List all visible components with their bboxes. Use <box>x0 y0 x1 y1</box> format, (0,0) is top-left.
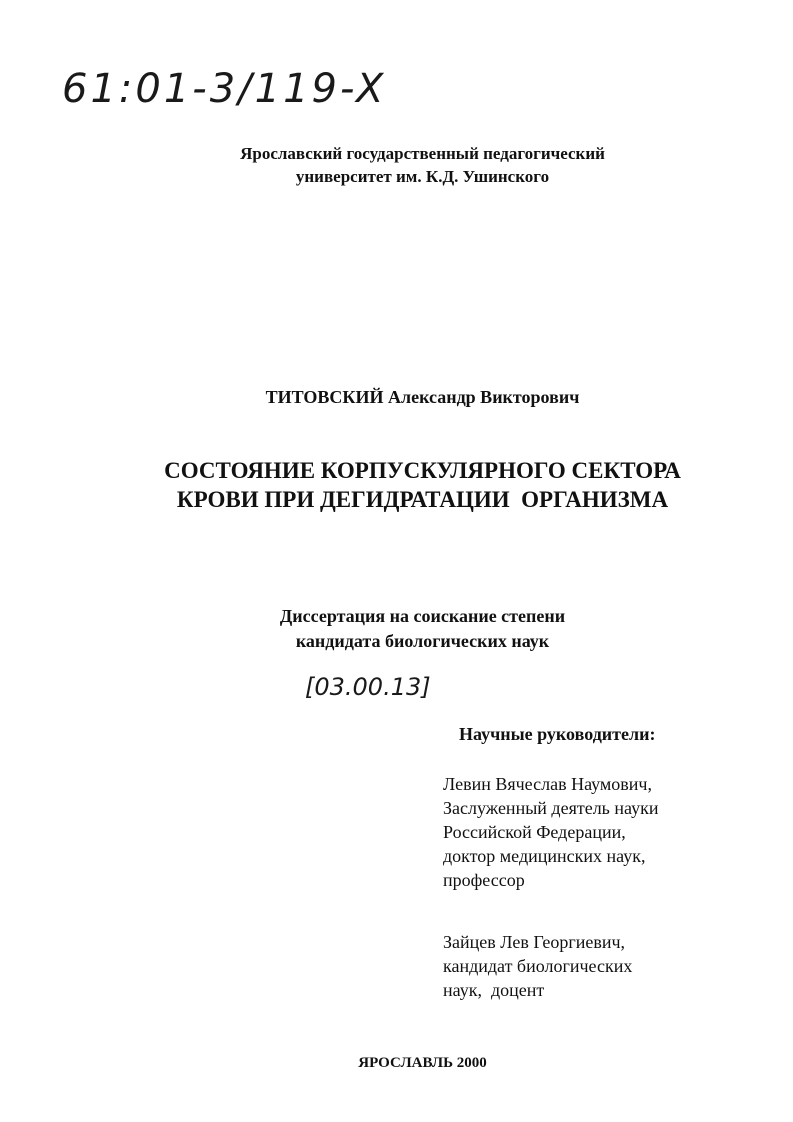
supervisor-line: наук, доцент <box>443 980 545 1000</box>
supervisor-line: доктор медицинских наук, <box>443 846 646 866</box>
supervisor-line: профессор <box>443 870 525 890</box>
degree-line: Диссертация на соискание степени <box>279 606 566 626</box>
place-year: ЯРОСЛАВЛЬ 2000 <box>358 1055 487 1071</box>
archive-code: 61:01-3/119-X <box>62 66 387 112</box>
university-name <box>0 142 793 188</box>
supervisor-line: кандидат биологических <box>443 956 633 976</box>
supervisor-line: Зайцев Лев Георгиевич, <box>443 932 626 952</box>
supervisor-1 <box>443 772 658 892</box>
supervisors-heading: Научные руководители: <box>459 724 656 744</box>
supervisor-line: Левин Вячеслав Наумович, <box>443 774 652 794</box>
title-line: СОСТОЯНИЕ КОРПУСКУЛЯРНОГО СЕКТОРА <box>164 458 681 483</box>
author-name: ТИТОВСКИЙ Александр Викторович <box>265 387 580 407</box>
specialty-code: [03.00.13] <box>305 673 431 701</box>
title-line: КРОВИ ПРИ ДЕГИДРАТАЦИИ ОРГАНИЗМА <box>176 487 669 512</box>
supervisor-line: Заслуженный деятель науки <box>443 798 659 818</box>
supervisor-2 <box>443 930 632 1002</box>
degree-line: кандидата биологических наук <box>295 631 550 651</box>
dissertation-title <box>0 456 793 514</box>
university-line: университет им. К.Д. Ушинского <box>295 167 550 186</box>
university-line: Ярославский государственный педагогический <box>240 144 605 163</box>
supervisor-line: Российской Федерации, <box>443 822 626 842</box>
degree-statement <box>0 604 793 654</box>
